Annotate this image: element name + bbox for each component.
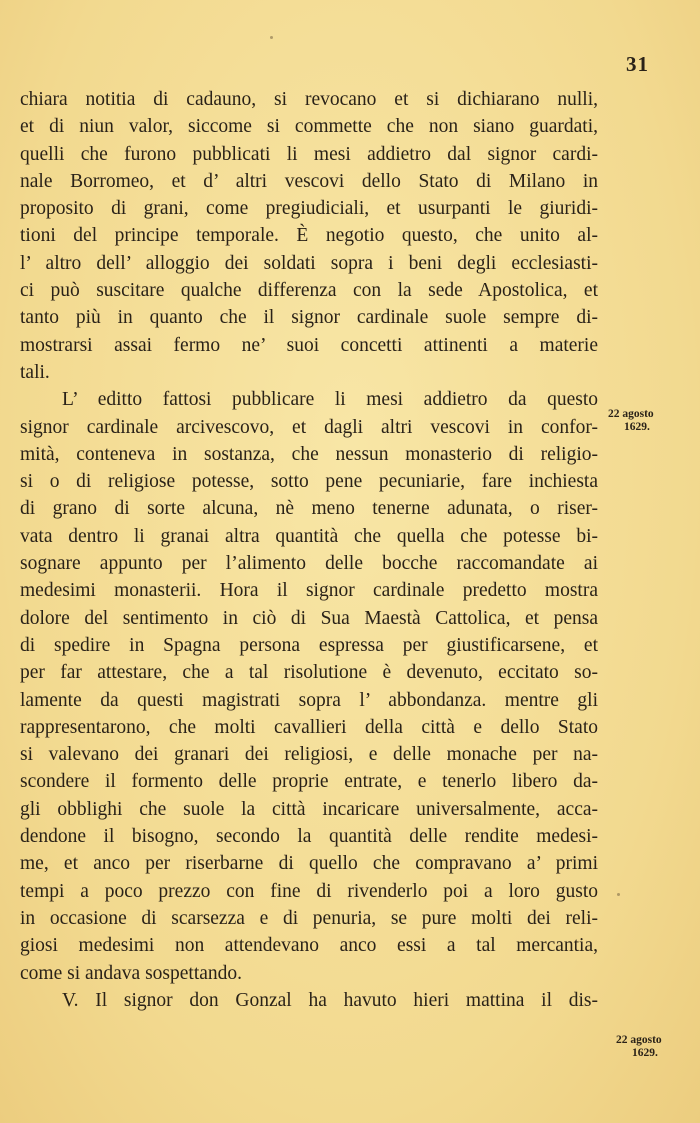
- margin-note-day-month: 22 agosto: [616, 1034, 662, 1046]
- text-line: mità, conteneva in sostanza, che nessun monasterio di religio-: [20, 443, 598, 465]
- text-line: sognare appunto per l’alimento delle bocche raccomandate ai: [20, 553, 598, 575]
- text-line: tioni del principe temporale. È negotio questo, che unito al-: [20, 225, 598, 247]
- text-line: mostrarsi assai fermo ne’ suoi concetti attinenti a materie: [20, 334, 598, 356]
- text-line: tali.: [20, 361, 50, 383]
- text-line: lamente da questi magistrati sopra l’ abbondanza. mentre gli: [20, 689, 598, 711]
- text-line: si valevano dei granari dei religiosi, e delle monache per na-: [20, 744, 598, 766]
- text-line: tempi a poco prezzo con fine di rivenderlo poi a loro gusto: [20, 880, 598, 902]
- text-line: come si andava sospettando.: [20, 962, 243, 984]
- body-text: [20, 86, 598, 1014]
- text-line: vata dentro li granai altra quantità che quella che potesse bi-: [20, 525, 598, 547]
- paper-speck: [617, 893, 620, 896]
- text-line: si o di religiose potesse, sotto pene pecuniarie, fare inchiesta: [20, 471, 598, 493]
- text-line: signor cardinale arcivescovo, et dagli altri vescovi in confor-: [20, 416, 598, 438]
- text-line: in occasione di scarsezza e di penuria, se pure molti dei reli-: [20, 907, 598, 929]
- paragraph-1: [20, 86, 598, 386]
- paragraph-2: [20, 386, 598, 987]
- text-line: ci può suscitare qualche differenza con la sede Apostolica, et: [20, 280, 598, 302]
- paper-speck: [270, 36, 273, 39]
- text-line: di spedire in Spagna persona espressa per giustificarsene, et: [20, 634, 598, 656]
- text-line: nale Borromeo, et d’ altri vescovi dello Stato di Milano in: [20, 170, 598, 192]
- text-line: scondere il formento delle proprie entrate, e tenerlo libero da-: [20, 771, 598, 793]
- text-line: me, et anco per riserbarne di quello che compravano a’ primi: [20, 853, 598, 875]
- margin-note-date: [608, 408, 688, 434]
- text-line: rappresentarono, che molti cavallieri della città e dello Stato: [20, 716, 598, 738]
- margin-note-year: 1629.: [624, 421, 650, 433]
- text-line: proposito di grani, come pregiudiciali, et usurpanti le giuridi-: [20, 198, 598, 220]
- margin-note-year: 1629.: [632, 1047, 658, 1059]
- text-line: giosi medesimi non attendevano anco essi a tal mercantia,: [20, 935, 598, 957]
- text-line: per far attestare, che a tal risolutione è devenuto, eccitato so-: [20, 662, 598, 684]
- text-line: quelli che furono pubblicati li mesi addietro dal signor cardi-: [20, 143, 598, 165]
- text-line: V. Il signor don Gonzal ha havuto hieri mattina il dis-: [62, 989, 598, 1011]
- paragraph-3: [20, 987, 598, 1014]
- text-line: chiara notitia di cadauno, si revocano et si dichiarano nulli,: [20, 89, 598, 110]
- text-line: gli obblighi che suole la città incaricare universalmente, acca-: [20, 798, 598, 820]
- page-number: 31: [626, 52, 649, 76]
- text-line: tanto più in quanto che il signor cardinale suole sempre di-: [20, 307, 598, 329]
- text-line: medesimi monasterii. Hora il signor cardinale predetto mostra: [20, 580, 598, 602]
- text-line: di grano di sorte alcuna, nè meno tenerne adunata, o riser-: [20, 498, 598, 520]
- text-line: l’ altro dell’ alloggio dei soldati sopra i beni degli ecclesiasti-: [20, 252, 598, 274]
- text-line: L’ editto fattosi pubblicare li mesi addietro da questo: [62, 389, 598, 411]
- margin-note-date: [616, 1034, 696, 1060]
- text-line: dendone il bisogno, secondo la quantità delle rendite medesi-: [20, 826, 598, 848]
- text-line: dolore del sentimento in ciò di Sua Maestà Cattolica, et pensa: [20, 607, 598, 629]
- margin-note-day-month: 22 agosto: [608, 408, 654, 420]
- text-line: et di niun valor, siccome si commette che non siano guardati,: [20, 116, 598, 138]
